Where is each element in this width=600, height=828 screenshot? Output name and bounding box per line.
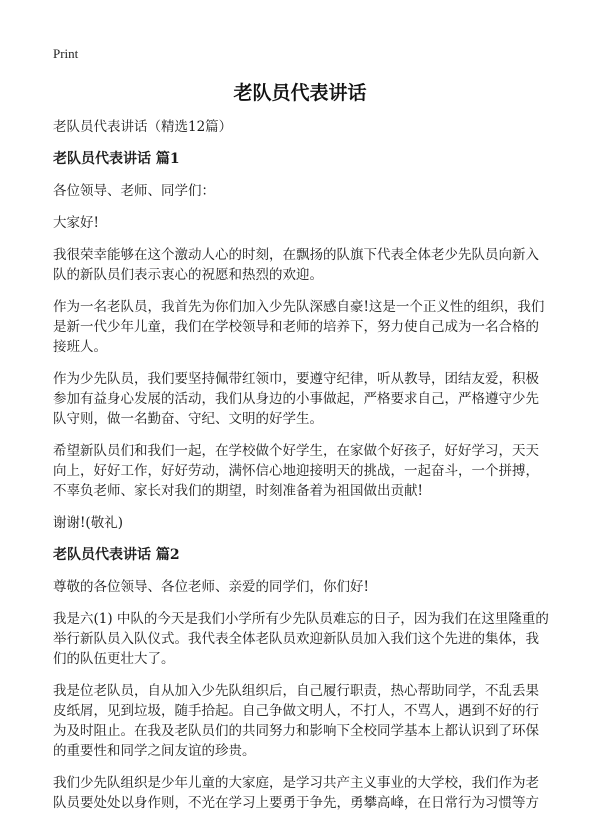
- document-subtitle: 老队员代表讲话（精选12篇）: [53, 119, 233, 135]
- paragraph: 谢谢!(敬礼): [53, 515, 123, 531]
- section-heading: 老队员代表讲话 篇2: [53, 547, 180, 563]
- paragraph: 我是六(1) 中队的今天是我们小学所有少先队员难忘的日子，因为我们在这里隆重的举行新队员入队仪式。我代表全体老队员欢迎新队员加入我们这个先进的集体，我们的队伍更壮大了。: [53, 611, 549, 667]
- paragraph: 我是位老队员，自从加入少先队组织后，自己履行职责，热心帮助同学，不乱丢果皮纸屑，见到垃圾，随手拾起。自己争做文明人，不打人，不骂人，遇到不好的行为及时阻止。在我及老队员们的共同努力和影响下全校同学基本上都认识到了环保的重要性和同学之间友谊的珍贵。: [53, 683, 539, 759]
- paragraph: 我们少先队组织是少年儿童的大家庭，是学习共产主义事业的大学校，我们作为老队员要处处以身作则，不光在学习上要勇于争先，勇攀高峰，在日常行为习惯等方: [53, 775, 539, 811]
- paragraph: 作为少先队员，我们要坚持佩带红领巾，要遵守纪律，听从教导，团结友爱，积极参加有益身心发展的活动，我们从身边的小事做起，严格要求自己，严格遵守少先队守则，做一名勤奋、守纪、文明的好学生。: [53, 371, 539, 427]
- paragraph: 大家好!: [53, 215, 99, 231]
- paragraph: 尊敬的各位领导、各位老师、亲爱的同学们，你们好!: [53, 579, 369, 595]
- paragraph: 希望新队员们和我们一起，在学校做个好学生，在家做个好孩子，好好学习，天天向上，好好工作，好好劳动，满怀信心地迎接明天的挑战，一起奋斗，一个拼搏，不辜负老师、家长对我们的期望，时刻准备着为祖国做出贡献!: [53, 443, 539, 499]
- document-body: [53, 117, 550, 825]
- page-title: 老队员代表讲话: [233, 82, 367, 104]
- section-heading: 老队员代表讲话 篇1: [53, 151, 180, 167]
- paragraph: 各位领导、老师、同学们：: [53, 183, 215, 199]
- paragraph: 作为一名老队员，我首先为你们加入少先队深感自豪!这是一个正义性的组织，我们是新一代少年儿童，我们在学校领导和老师的培养下，努力使自己成为一名合格的接班人。: [53, 299, 545, 355]
- print-link[interactable]: Print: [53, 46, 79, 61]
- paragraph: 我很荣幸能够在这个激动人心的时刻，在飘扬的队旗下代表全体老少先队员向新入队的新队员们表示衷心的祝愿和热烈的欢迎。: [53, 247, 539, 283]
